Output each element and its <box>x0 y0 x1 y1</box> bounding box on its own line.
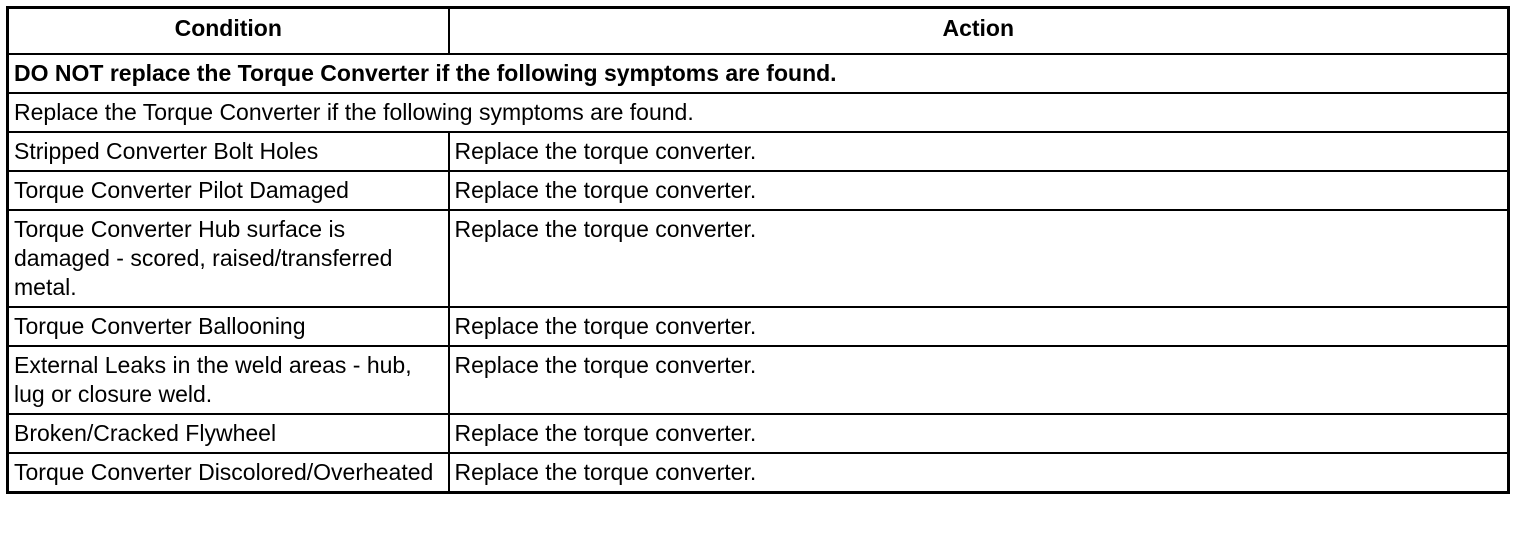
condition-cell: Torque Converter Ballooning <box>8 307 449 346</box>
action-cell: Replace the torque converter. <box>449 346 1509 414</box>
table-row <box>8 210 1509 307</box>
action-cell: Replace the torque converter. <box>449 171 1509 210</box>
condition-action-table <box>6 6 1510 494</box>
table-row <box>8 132 1509 171</box>
notice-row-do-not-replace <box>8 54 1509 93</box>
notice-row-replace <box>8 93 1509 132</box>
condition-cell: External Leaks in the weld areas - hub, lug or closure weld. <box>8 346 449 414</box>
table-row <box>8 346 1509 414</box>
table-row <box>8 171 1509 210</box>
table-row <box>8 414 1509 453</box>
action-cell: Replace the torque converter. <box>449 414 1509 453</box>
condition-cell: Broken/Cracked Flywheel <box>8 414 449 453</box>
column-header-action: Action <box>449 8 1509 55</box>
action-cell: Replace the torque converter. <box>449 453 1509 493</box>
condition-cell: Torque Converter Discolored/Overheated <box>8 453 449 493</box>
table-row <box>8 453 1509 493</box>
condition-cell: Torque Converter Pilot Damaged <box>8 171 449 210</box>
document-page <box>6 6 1510 494</box>
condition-cell: Stripped Converter Bolt Holes <box>8 132 449 171</box>
action-cell: Replace the torque converter. <box>449 210 1509 307</box>
action-cell: Replace the torque converter. <box>449 132 1509 171</box>
notice-replace: Replace the Torque Converter if the following symptoms are found. <box>8 93 1509 132</box>
action-cell: Replace the torque converter. <box>449 307 1509 346</box>
table-header-row <box>8 8 1509 55</box>
notice-do-not-replace: DO NOT replace the Torque Converter if the following symptoms are found. <box>8 54 1509 93</box>
column-header-condition: Condition <box>8 8 449 55</box>
table-row <box>8 307 1509 346</box>
condition-cell: Torque Converter Hub surface is damaged - scored, raised/transferred metal. <box>8 210 449 307</box>
